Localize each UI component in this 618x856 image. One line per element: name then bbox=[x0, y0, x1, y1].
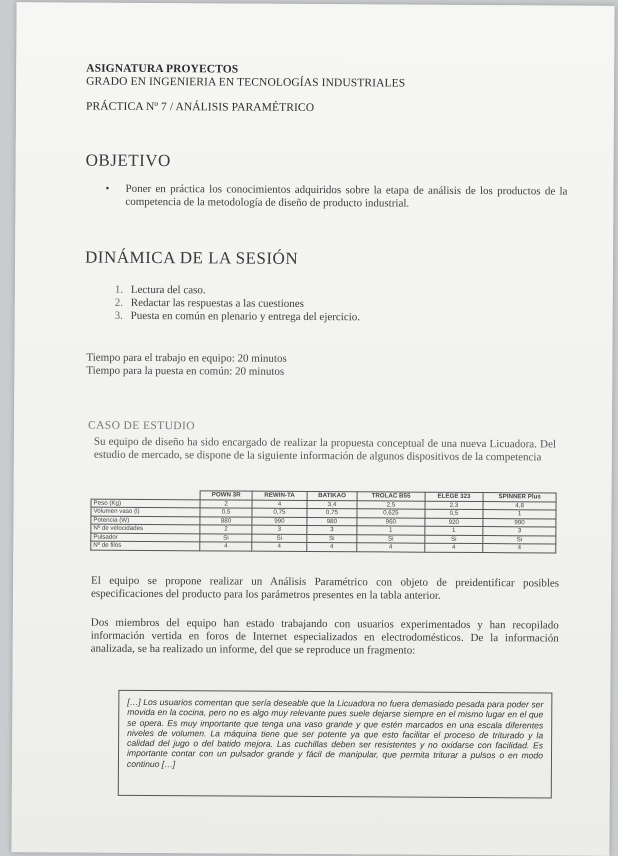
table-cell: 960 bbox=[357, 517, 425, 526]
quote-box bbox=[118, 690, 553, 799]
table-cell: 4 bbox=[252, 542, 307, 551]
paragraph-team: Dos miembros del equipo han estado trabajando con usuarios experimentados y han recopilado información vertida en foros de Internet especializados en electrodomésticos. De la información analizada, se ha realizado un informe, del que se reproduce un fragmento: bbox=[90, 616, 559, 657]
table-header-cell: BATIKAO bbox=[307, 491, 357, 500]
table-row bbox=[91, 541, 556, 552]
time-common: Tiempo para la puesta en común: 20 minutos bbox=[86, 364, 285, 378]
table-cell: 4 bbox=[252, 500, 307, 509]
table-cell: 1 bbox=[357, 526, 425, 535]
quote-text: […] Los usuarios comentan que sería deseable que la Licuadora no fuera demasiado pesada para poder ser movida en la cocina, pero no es algo muy relevante pues suele dejarse siempre en el mismo lugar en el que se opera. Es muy importante que tenga una vaso grande y que estén marcados en una escala diferentes niveles de volumen. La máquina tiene que ser potente ya que esto facilitar el proceso de triturado y la calidad del jugo o del batido mejora. Las cuchillas deben ser resistentes y no oxidarse con facilidad. Es importante contar con un pulsador grande y fácil de manipular, que permita triturar a pulsos o en modo continuo […] bbox=[126, 696, 544, 769]
header-practice: PRÁCTICA Nº 7 / ANÁLISIS PARAMÉTRICO bbox=[85, 100, 315, 115]
table-cell: 4,8 bbox=[483, 501, 556, 510]
table-cell: 980 bbox=[307, 517, 357, 526]
table-cell: 4 bbox=[357, 543, 425, 552]
table-cell: 4 bbox=[424, 543, 483, 552]
table-row-label: Pulsador bbox=[91, 533, 200, 542]
list-item: 2. Redactar las respuestas a las cuestiones bbox=[114, 296, 304, 310]
table-cell: 2 bbox=[200, 525, 252, 534]
table-header-cell: POWN 3R bbox=[200, 491, 252, 500]
table-row-label: Volumen vaso (l) bbox=[91, 507, 200, 516]
time-block bbox=[86, 352, 286, 379]
table-cell: 4 bbox=[307, 542, 357, 551]
table-cell: 3,4 bbox=[307, 500, 357, 509]
table-cell: Si bbox=[424, 535, 483, 544]
table-row-label: Peso (Kg) bbox=[91, 499, 200, 508]
table-cell: Si bbox=[357, 534, 425, 543]
paragraph-analysis: El equipo se propone realizar un Análisis Paramétrico con objeto de preidentificar posibles especificaciones del producto para los parámetros presentes en la tabla anterior. bbox=[90, 574, 560, 602]
section-title-objetivo: OBJETIVO bbox=[85, 150, 171, 171]
section-title-dinamica: DINÁMICA DE LA SESIÓN bbox=[84, 247, 299, 268]
list-item: 3. Puesta en común en plenario y entrega del ejercicio. bbox=[114, 309, 361, 324]
table-header-cell: SPINNER Plus bbox=[483, 493, 556, 502]
table-cell: 0,75 bbox=[307, 508, 357, 517]
list-item: 1. Lectura del caso. bbox=[114, 283, 206, 297]
table-row-label: Nº de filos bbox=[91, 541, 200, 550]
table-row-label: Nº de velocidades bbox=[91, 524, 200, 533]
table-cell: 3 bbox=[307, 525, 357, 534]
table-cell: 0,5 bbox=[200, 508, 252, 517]
bullet-icon: • bbox=[105, 182, 110, 195]
section-title-caso: CASO DE ESTUDIO bbox=[87, 419, 196, 433]
table-cell: 1 bbox=[424, 526, 483, 535]
table-cell: 2 bbox=[200, 499, 252, 508]
table-cell: 4 bbox=[200, 542, 252, 551]
caso-intro: Su equipo de diseño ha sido encargado de realizar la propuesta conceptual de una nueva Licuadora. Del estudio de mercado, se dispone de la siguiente información de algunos dispositivos de la competencia bbox=[93, 435, 556, 464]
table-row-label: Potencia (W) bbox=[91, 516, 200, 525]
objetivo-text: Poner en práctica los conocimientos adquiridos sobre la etapa de análisis de los productos de la competencia de la metodología de diseño de producto industrial. bbox=[125, 182, 568, 210]
objetivo-bullet bbox=[105, 183, 567, 212]
table-cell: 0,625 bbox=[357, 509, 425, 518]
table-header-cell: REWIN-TA bbox=[252, 491, 307, 500]
document-page bbox=[11, 2, 614, 856]
table-cell: 4 bbox=[483, 544, 556, 553]
time-team: Tiempo para el trabajo en equipo: 20 minutos bbox=[86, 351, 287, 365]
table-cell: 3 bbox=[252, 525, 307, 534]
table-cell: Si bbox=[307, 534, 357, 543]
table-cell: 1 bbox=[483, 510, 556, 519]
table-cell: 990 bbox=[483, 518, 556, 527]
table-cell: 2,5 bbox=[357, 500, 425, 509]
table-header-cell: ELEGE 323 bbox=[425, 492, 484, 501]
table-cell: 2,3 bbox=[425, 501, 484, 510]
dinamica-list bbox=[115, 284, 361, 324]
table-cell: Si bbox=[200, 533, 252, 542]
table-cell: 920 bbox=[425, 518, 484, 527]
table-cell: 990 bbox=[252, 517, 307, 526]
table-cell: 880 bbox=[200, 516, 252, 525]
competitors-table bbox=[90, 490, 556, 553]
table-cell: 0,5 bbox=[425, 509, 484, 518]
table-header-cell: TROLAC B55 bbox=[357, 492, 425, 501]
table-cell: Si bbox=[483, 535, 556, 544]
header-subject: ASIGNATURA PROYECTOS bbox=[86, 62, 239, 76]
table-cell: 0,75 bbox=[252, 508, 307, 517]
table-cell: 3 bbox=[483, 527, 556, 536]
table-cell: Si bbox=[252, 534, 307, 543]
header-degree: GRADO EN INGENIERIA EN TECNOLOGÍAS INDUSTRIALES bbox=[86, 75, 406, 90]
